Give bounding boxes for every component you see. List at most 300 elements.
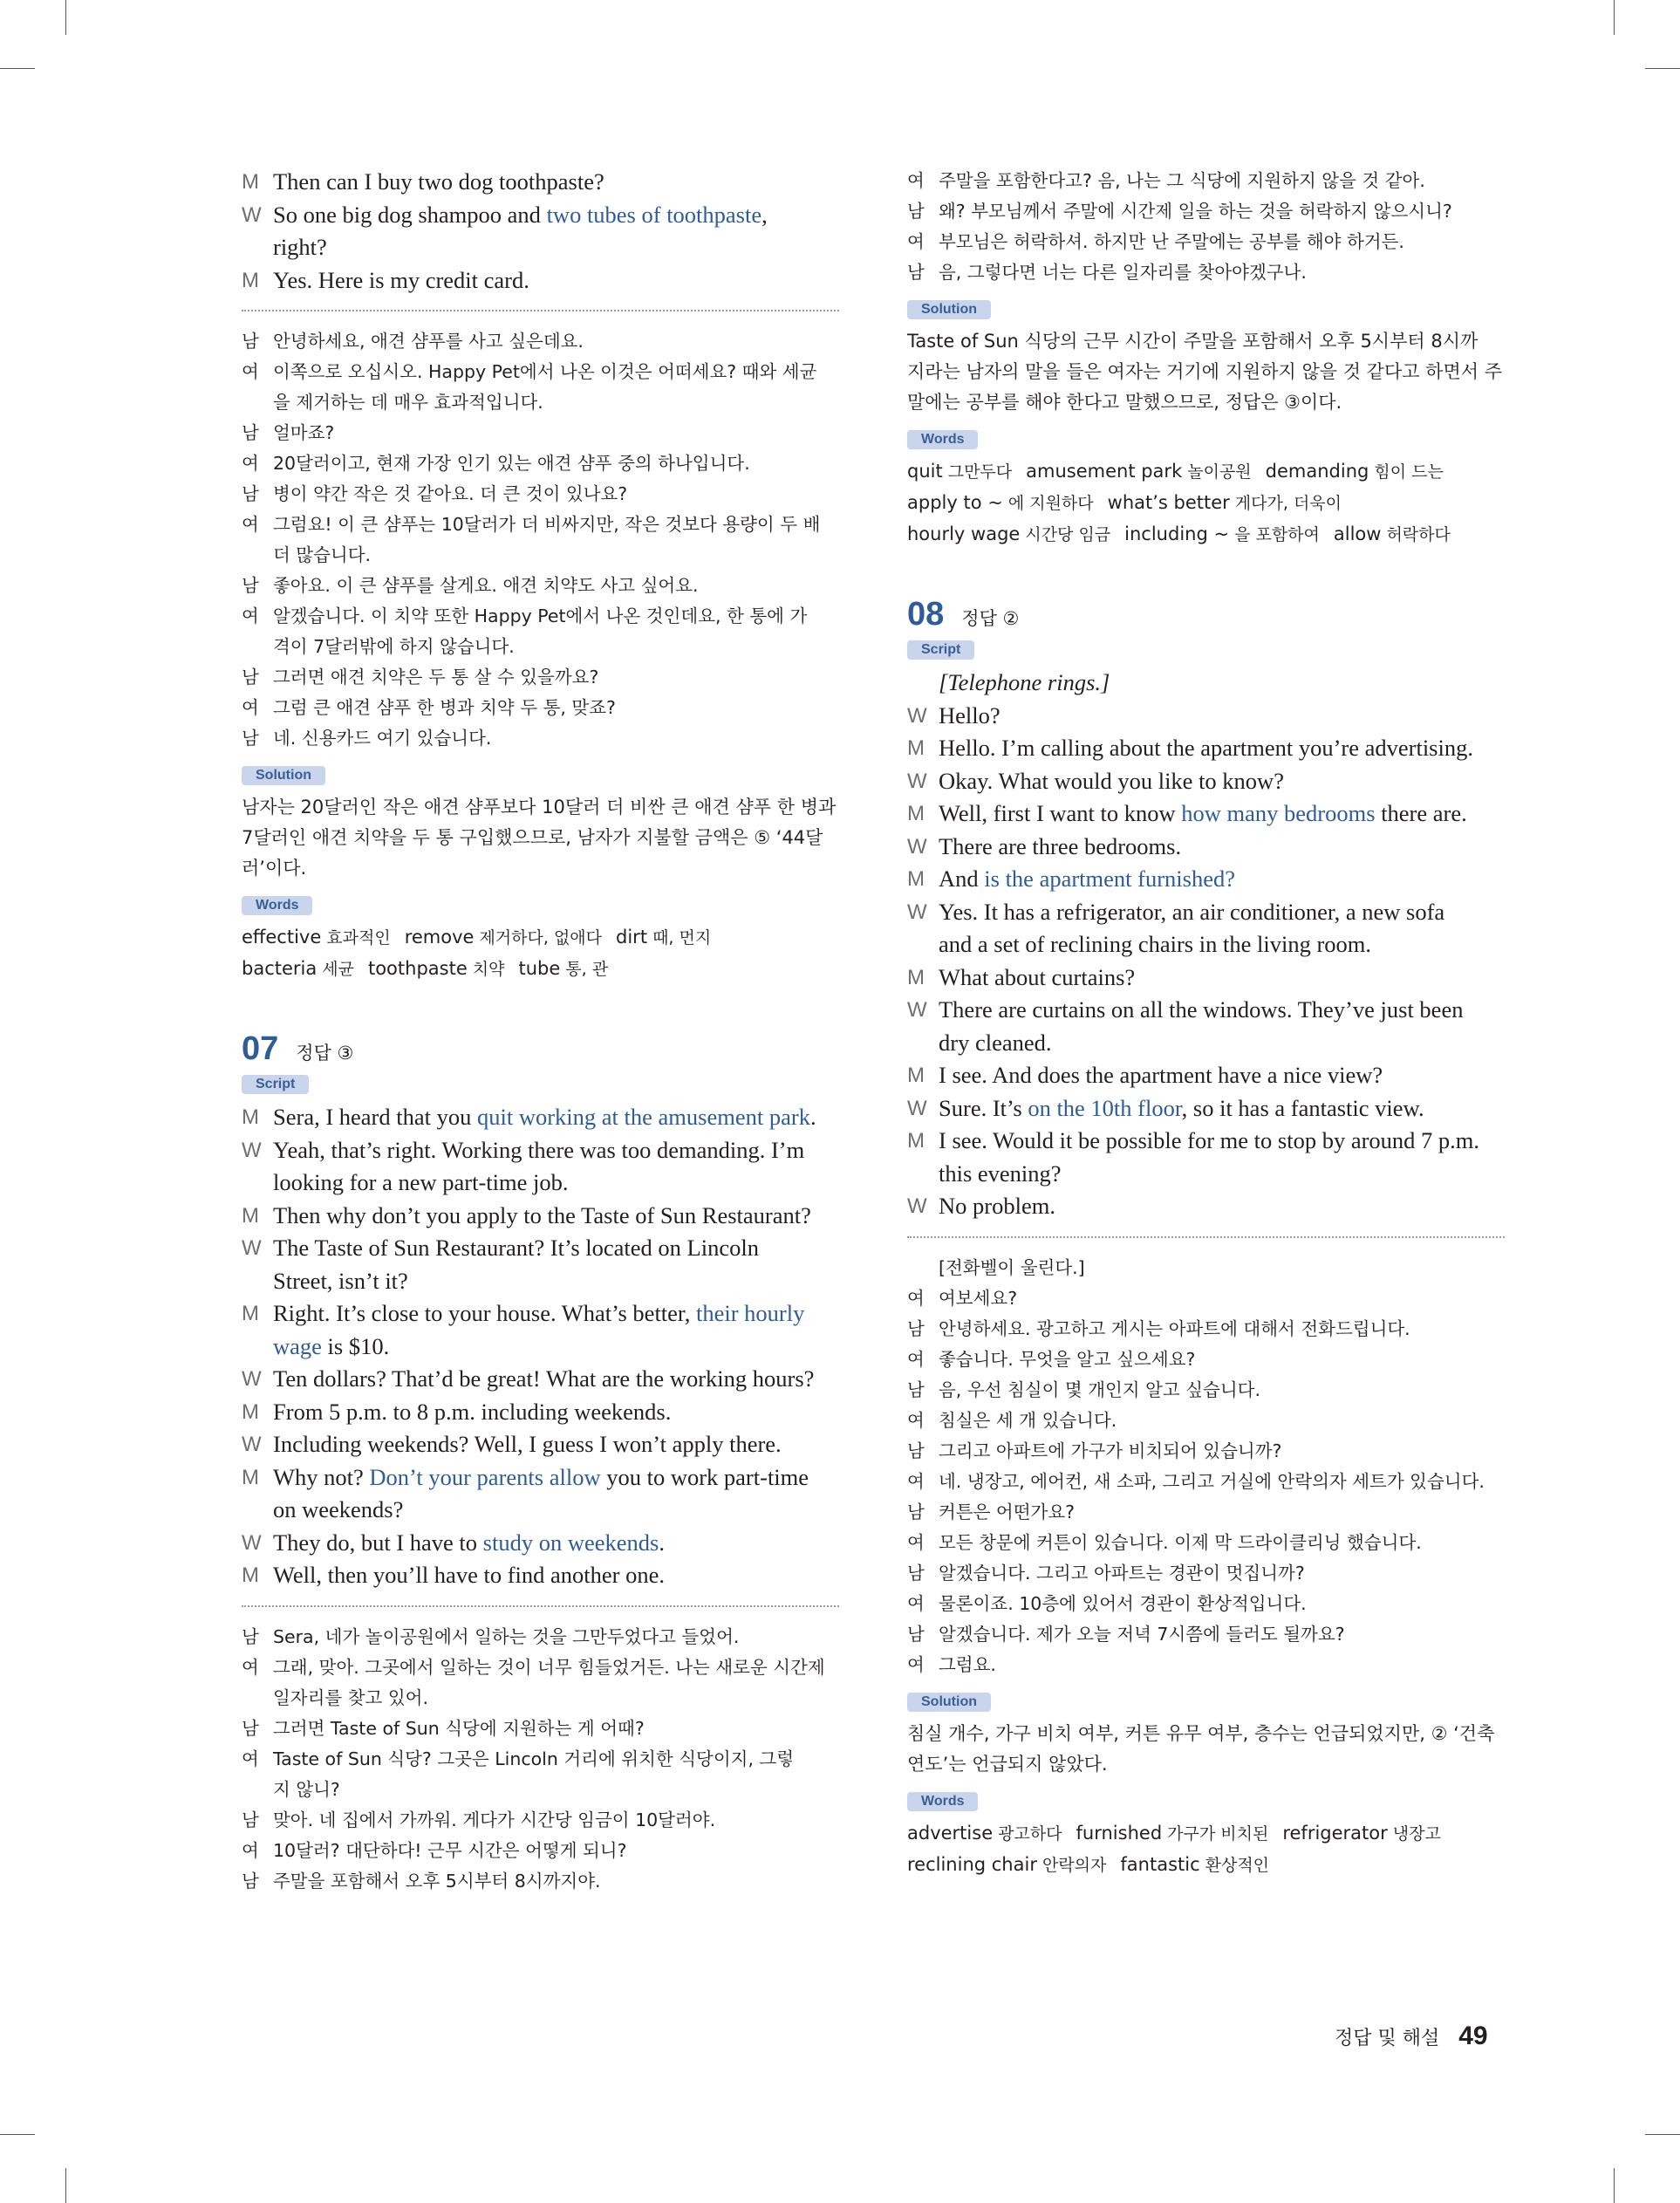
translation-line	[242, 1775, 839, 1805]
vocab-line	[907, 1818, 1505, 1850]
line-text: 좋아요. 이 큰 샴푸를 살게요. 애견 치약도 사고 싶어요.	[273, 575, 699, 596]
translation-line	[907, 1283, 1505, 1314]
line-text	[273, 1396, 839, 1429]
speaker-label: M	[242, 1563, 259, 1587]
line-text: 지 않니?	[273, 1778, 340, 1800]
dialogue-line	[242, 1101, 839, 1134]
vocab-korean: 시간당 임금	[1025, 525, 1111, 544]
dialogue-line	[907, 1092, 1505, 1125]
text-segment: No problem.	[939, 1193, 1055, 1219]
footer-title: 정답 및 해설	[1335, 2028, 1440, 2049]
key-phrase: Don’t your parents allow	[369, 1463, 601, 1490]
vocab-entry	[1076, 1823, 1269, 1844]
translation-line	[242, 540, 839, 571]
line-text: 주말을 포함한다고? 음, 나는 그 식당에 지원하지 않을 것 같아.	[939, 170, 1425, 191]
key-phrase: study on weekends	[482, 1529, 659, 1556]
line-text	[273, 1331, 839, 1364]
speaker-label: W	[907, 900, 927, 924]
script-badge: Script	[242, 1075, 309, 1094]
line-text: Taste of Sun 식당? 그곳은 Lincoln 거리에 위치한 식당이지, 그렇	[273, 1748, 795, 1769]
script-08	[907, 667, 1505, 1223]
speaker-label	[242, 632, 273, 662]
line-text: 알겠습니다. 제가 오늘 저녁 7시쯤에 들러도 될까요?	[939, 1623, 1345, 1645]
solution-badge: Solution	[907, 300, 991, 319]
text-segment: Well, first I want to know	[939, 800, 1182, 826]
line-text: 안녕하세요, 애견 샴푸를 사고 싶은데요.	[273, 331, 584, 352]
paragraph-line: 남자는 20달러인 작은 애견 샴푸보다 10달러 더 비싼 큰 애견 샴푸 한 병과	[242, 797, 837, 818]
translation-line	[242, 418, 839, 448]
answer-label: 정답 ③	[296, 1043, 354, 1064]
dialogue-line	[907, 1027, 1505, 1060]
vocab-english: tube	[518, 958, 561, 979]
translation-line	[907, 1558, 1505, 1589]
line-text: 모든 창문에 커튼이 있습니다. 이제 막 드라이클리닝 했습니다.	[939, 1531, 1422, 1553]
dialogue-line	[242, 264, 839, 298]
translation-07-continued	[907, 166, 1505, 288]
translation-line	[242, 1622, 839, 1652]
vocab-english: remove	[404, 927, 475, 948]
vocab-english: fantastic	[1120, 1853, 1200, 1875]
line-text: 안녕하세요. 광고하고 게시는 아파트에 대해서 전화드립니다.	[939, 1317, 1410, 1339]
text-segment: I see. Would it be possible for me to stop by around 7 p.m.	[939, 1127, 1480, 1153]
key-phrase: their hourly	[695, 1300, 805, 1326]
question-header-07	[242, 1030, 839, 1068]
solution-text	[242, 792, 839, 884]
text-segment: there are.	[1375, 800, 1467, 826]
line-text: 그러면 Taste of Sun 식당에 지원하는 게 어때?	[273, 1717, 645, 1739]
speaker-label: M	[907, 1129, 925, 1153]
speaker-label: 여	[242, 1839, 259, 1861]
dialogue-line	[907, 896, 1505, 929]
dialogue-line	[907, 863, 1505, 896]
vocab-english: apply to ~	[907, 492, 1003, 513]
dialogue-line	[907, 994, 1505, 1027]
speaker-label: 남	[907, 1379, 925, 1400]
page-footer	[1335, 2022, 1488, 2051]
speaker-label: M	[242, 1465, 259, 1489]
words-list-08	[907, 1818, 1505, 1881]
speaker-label: M	[242, 1399, 259, 1424]
vocab-english: toothpaste	[367, 958, 468, 979]
line-text	[939, 1158, 1505, 1191]
translation-line	[907, 1436, 1505, 1467]
vocab-english: bacteria	[242, 958, 318, 979]
speaker-label: M	[242, 170, 259, 194]
line-text	[939, 1125, 1505, 1158]
translation-line	[907, 196, 1505, 227]
line-text: Sera, 네가 놀이공원에서 일하는 것을 그만두었다고 들었어.	[273, 1625, 740, 1647]
speaker-label: 여	[242, 453, 259, 474]
speaker-label: M	[907, 867, 925, 891]
dialogue-line	[242, 1363, 839, 1396]
line-text	[939, 831, 1505, 864]
text-segment: Yes. It has a refrigerator, an air conditioner, a new sofa	[939, 898, 1445, 925]
text-segment: .	[659, 1529, 665, 1556]
line-text: 그럼요! 이 큰 샴푸는 10달러가 더 비싸지만, 작은 것보다 용량이 두 배	[273, 514, 821, 535]
line-text: 10달러? 대단하다! 근무 시간은 어떻게 되니?	[273, 1839, 627, 1861]
speaker-label: W	[242, 1138, 262, 1162]
line-text	[273, 231, 839, 264]
vocab-entry	[1334, 523, 1451, 544]
vocab-korean: 에 지원하다	[1007, 494, 1094, 513]
crop-mark	[1645, 2134, 1680, 2135]
translation-line	[242, 571, 839, 601]
vocab-english: furnished	[1076, 1822, 1163, 1844]
vocab-entry	[1108, 492, 1342, 513]
speaker-label: 여	[907, 1592, 925, 1614]
translation-line	[242, 1836, 839, 1866]
question-number: 08	[907, 596, 945, 633]
text-segment: Why not?	[273, 1463, 370, 1490]
words-badge: Words	[907, 1792, 978, 1811]
line-text	[939, 765, 1505, 798]
line-text	[939, 863, 1505, 896]
translation-line	[242, 1683, 839, 1714]
vocab-entry	[1282, 1823, 1440, 1844]
crop-mark	[1614, 2168, 1615, 2203]
line-text	[939, 896, 1505, 929]
translation-line	[242, 387, 839, 418]
text-segment: There are three bedrooms.	[939, 832, 1182, 859]
crop-mark	[65, 2168, 66, 2203]
paragraph-line: 지라는 남자의 말을 들은 여자는 거기에 지원하지 않을 것 같다고 하면서 주	[907, 361, 1503, 382]
vocab-korean: 통, 관	[565, 960, 609, 979]
line-text: 알겠습니다. 그리고 아파트는 경관이 멋집니까?	[939, 1562, 1305, 1584]
speaker-label	[907, 667, 939, 700]
vocab-english: what’s better	[1107, 492, 1230, 513]
dialogue-line	[907, 667, 1505, 700]
vocab-entry	[907, 461, 1012, 482]
speaker-label: 남	[907, 1623, 925, 1645]
line-text	[939, 1190, 1505, 1223]
crop-mark	[65, 0, 66, 35]
vocab-entry	[616, 927, 711, 948]
line-text	[273, 1559, 839, 1592]
dialogue-line	[242, 1331, 839, 1364]
translation-line	[907, 1589, 1505, 1619]
translation-line	[242, 1805, 839, 1836]
dialogue-line	[242, 231, 839, 264]
dialogue-line	[242, 1232, 839, 1265]
translation-line	[907, 1406, 1505, 1436]
vocab-entry	[907, 1823, 1062, 1844]
vocab-english: demanding	[1265, 461, 1369, 482]
speaker-label: 남	[907, 1501, 925, 1522]
paragraph-line: 러’이다.	[242, 858, 307, 879]
line-text: 일자리를 찾고 있어.	[273, 1686, 428, 1708]
speaker-label	[242, 1331, 273, 1364]
text-segment: Right. It’s close to your house. What’s better,	[273, 1300, 696, 1326]
vocab-english: dirt	[616, 927, 648, 948]
vocab-korean: 효과적인	[326, 928, 391, 948]
translation-continued	[242, 326, 839, 754]
divider	[242, 310, 839, 311]
line-text	[939, 700, 1505, 733]
line-text: 커튼은 어떤가요?	[939, 1501, 1076, 1522]
vocab-korean: 그만두다	[947, 462, 1013, 482]
answer-label: 정답 ②	[961, 608, 1020, 629]
speaker-label: 남	[242, 1717, 259, 1739]
text-segment: Street, isn’t it?	[273, 1267, 408, 1294]
words-list-07	[907, 456, 1505, 551]
vocab-entry	[242, 927, 391, 948]
speaker-label	[242, 1265, 273, 1298]
line-text: 여보세요?	[939, 1287, 1018, 1309]
vocab-line	[242, 922, 839, 954]
dialogue-line	[242, 1494, 839, 1527]
divider	[242, 1605, 839, 1607]
line-text: 물론이죠. 10층에 있어서 경관이 환상적입니다.	[939, 1592, 1307, 1614]
speaker-label: 남	[907, 201, 925, 222]
line-text	[273, 1166, 839, 1200]
vocab-line	[907, 488, 1505, 519]
question-header-08	[907, 596, 1505, 633]
speaker-label: 여	[242, 1656, 259, 1678]
line-text: 그럼요.	[939, 1653, 996, 1675]
speaker-label: W	[907, 769, 927, 793]
line-text: 그러면 애견 치약은 두 통 살 수 있을까요?	[273, 667, 599, 688]
line-text	[273, 1527, 839, 1560]
translation-line	[907, 1497, 1505, 1528]
speaker-label: 남	[242, 575, 259, 596]
vocab-korean: 안락의자	[1041, 1855, 1107, 1875]
speaker-label: 여	[907, 1470, 925, 1492]
line-text	[939, 667, 1505, 700]
vocab-korean: 광고하다	[998, 1823, 1062, 1844]
vocab-entry	[1124, 523, 1320, 544]
translation-line	[907, 1344, 1505, 1375]
translation-line	[242, 1744, 839, 1775]
vocab-line	[907, 456, 1505, 488]
speaker-label: W	[907, 703, 927, 728]
translation-line	[907, 1650, 1505, 1680]
speaker-label: 남	[242, 1809, 259, 1830]
text-segment: The Taste of Sun Restaurant? It’s located on Lincoln	[273, 1235, 759, 1261]
text-segment: this evening?	[939, 1160, 1062, 1187]
line-text: 그럼 큰 애견 샴푸 한 병과 치약 두 통, 맞죠?	[273, 697, 616, 718]
vocab-line	[242, 954, 839, 985]
text-segment: Yes. Here is my credit card.	[273, 266, 529, 293]
text-segment: Sure. It’s	[939, 1094, 1028, 1121]
speaker-label: 남	[907, 262, 925, 283]
line-text: 부모님은 허락하셔. 하지만 난 주말에는 공부를 해야 하거든.	[939, 231, 1404, 252]
translation-line	[242, 601, 839, 632]
line-text	[939, 1059, 1505, 1092]
right-column	[907, 166, 1505, 1881]
crop-mark	[1614, 0, 1615, 35]
speaker-label: W	[242, 202, 262, 227]
dialogue-line	[242, 1297, 839, 1331]
dialogue-line	[242, 1134, 839, 1167]
speaker-label: W	[907, 1096, 927, 1120]
vocab-english: advertise	[907, 1822, 994, 1844]
vocab-entry	[907, 1854, 1106, 1875]
speaker-label: M	[242, 1105, 259, 1129]
key-phrase: is the apartment furnished?	[984, 865, 1235, 892]
speaker-label: W	[907, 834, 927, 859]
translation-line	[907, 227, 1505, 257]
vocab-korean: 게다가, 더욱이	[1234, 494, 1342, 513]
crop-mark	[1645, 68, 1680, 69]
speaker-label: W	[242, 1433, 262, 1456]
vocab-korean: 을 포함하여	[1234, 525, 1320, 544]
speaker-label: M	[907, 1064, 925, 1087]
speaker-label	[907, 928, 939, 961]
translation-line	[907, 166, 1505, 196]
dialogue-line	[242, 166, 839, 199]
speaker-label: M	[242, 1302, 259, 1325]
line-text: 음, 우선 침실이 몇 개인지 알고 싶습니다.	[939, 1379, 1260, 1400]
speaker-label: 여	[907, 1409, 925, 1431]
script-07	[242, 1101, 839, 1592]
text-segment: dry cleaned.	[939, 1029, 1052, 1056]
line-text	[273, 1428, 839, 1461]
line-text: [전화벨이 울린다.]	[939, 1256, 1085, 1278]
speaker-label: W	[242, 1367, 262, 1391]
text-segment: Hello. I’m calling about the apartment you’re advertising.	[939, 735, 1473, 761]
speaker-label: M	[242, 1203, 259, 1228]
vocab-korean: 제거하다, 없애다	[479, 928, 603, 948]
speaker-label	[242, 540, 273, 571]
key-phrase: how many bedrooms	[1181, 800, 1376, 826]
vocab-korean: 세균	[322, 960, 354, 979]
paragraph-line: 말에는 공부를 해야 한다고 말했으므로, 정답은 ③이다.	[907, 392, 1342, 413]
line-text: 을 제거하는 데 매우 효과적입니다.	[273, 392, 543, 413]
dialogue-line	[907, 1158, 1505, 1191]
speaker-label: 여	[242, 514, 259, 535]
dialogue-line	[242, 1200, 839, 1233]
translation-line	[242, 1714, 839, 1744]
translation-line	[242, 632, 839, 662]
speaker-label: 남	[242, 728, 259, 749]
vocab-entry	[907, 492, 1094, 513]
line-text	[273, 1101, 839, 1134]
speaker-label: W	[242, 1530, 262, 1555]
line-text: 그리고 아파트에 가구가 비치되어 있습니까?	[939, 1440, 1282, 1461]
vocab-entry	[518, 958, 608, 979]
vocab-korean: 냉장고	[1392, 1823, 1441, 1844]
text-segment: you to work part-time	[600, 1463, 809, 1490]
paragraph-line: 침실 개수, 가구 비치 여부, 커튼 유무 여부, 층수는 언급되었지만, ② ‘건축	[907, 1722, 1495, 1744]
vocab-korean: 놀이공원	[1187, 462, 1252, 482]
dialogue-line	[242, 1396, 839, 1429]
text-segment: .	[809, 1104, 816, 1130]
translation-07	[242, 1622, 839, 1897]
line-text: 이쪽으로 오십시오. Happy Pet에서 나온 이것은 어떠세요? 때와 세균	[273, 361, 817, 382]
text-segment: Including weekends? Well, I guess I won’t apply there.	[273, 1431, 782, 1457]
dialogue-line	[242, 1559, 839, 1592]
vocab-korean: 치약	[472, 960, 505, 979]
line-text	[939, 797, 1505, 831]
dialogue-line	[907, 1125, 1505, 1158]
translation-line	[242, 479, 839, 510]
vocab-line	[907, 519, 1505, 551]
translation-line	[907, 1528, 1505, 1558]
translation-08	[907, 1253, 1505, 1680]
solution-badge: Solution	[907, 1693, 991, 1712]
vocab-english: refrigerator	[1282, 1822, 1388, 1844]
vocab-english: effective	[242, 927, 322, 948]
speaker-label: 남	[907, 1562, 925, 1584]
speaker-label	[242, 1683, 273, 1714]
vocab-english: reclining chair	[907, 1853, 1037, 1875]
key-phrase: wage	[273, 1332, 322, 1359]
line-text: 맞아. 네 집에서 가까워. 게다가 시간당 임금이 10달러야.	[273, 1809, 716, 1830]
speaker-label: M	[242, 268, 259, 292]
speaker-label: 여	[907, 1287, 925, 1309]
speaker-label	[907, 1253, 939, 1283]
paragraph-line: 연도’는 언급되지 않았다.	[907, 1753, 1108, 1775]
dialogue-line	[907, 732, 1505, 765]
speaker-label	[242, 1494, 273, 1527]
text-segment: [Telephone rings.]	[939, 669, 1110, 695]
text-segment: right?	[273, 234, 327, 260]
translation-line	[242, 510, 839, 540]
text-segment: on weekends?	[273, 1496, 404, 1522]
dialogue-line	[907, 765, 1505, 798]
page-number: 49	[1458, 2022, 1488, 2050]
dialogue-line	[242, 1265, 839, 1298]
speaker-label: 여	[907, 170, 925, 191]
question-number: 07	[242, 1030, 279, 1067]
text-segment: Yeah, that’s right. Working there was too demanding. I’m	[273, 1136, 805, 1163]
vocab-korean: 가구가 비치된	[1167, 1823, 1269, 1844]
vocab-entry	[1026, 461, 1252, 482]
line-text	[939, 928, 1505, 961]
speaker-label	[242, 387, 273, 418]
text-segment: And	[939, 865, 985, 892]
line-text	[273, 264, 839, 298]
line-text: 병이 약간 작은 것 같아요. 더 큰 것이 있나요?	[273, 483, 628, 504]
translation-line	[242, 1866, 839, 1897]
line-text: 주말을 포함해서 오후 5시부터 8시까지야.	[273, 1870, 601, 1892]
line-text: 왜? 부모님께서 주말에 시간제 일을 하는 것을 허락하지 않으시니?	[939, 201, 1452, 222]
dialogue-line	[907, 928, 1505, 961]
speaker-label: W	[907, 1194, 927, 1218]
speaker-label: 남	[242, 422, 259, 443]
script-continued	[242, 166, 839, 297]
text-segment: Then can I buy two dog toothpaste?	[273, 168, 604, 195]
paragraph-line: Taste of Sun 식당의 근무 시간이 주말을 포함해서 오후 5시부터 8시까	[907, 331, 1479, 352]
text-segment: Then why don’t you apply to the Taste of Sun Restaurant?	[273, 1201, 811, 1228]
crop-mark	[0, 2134, 35, 2135]
speaker-label: 여	[907, 1348, 925, 1370]
translation-line	[907, 1375, 1505, 1406]
line-text	[939, 994, 1505, 1027]
translation-line	[242, 357, 839, 387]
dialogue-line	[907, 831, 1505, 864]
text-segment: From 5 p.m. to 8 p.m. including weekends.	[273, 1398, 672, 1425]
text-segment: looking for a new part-time job.	[273, 1169, 569, 1195]
vocab-korean: 때, 먼지	[652, 928, 712, 948]
vocab-entry	[405, 927, 602, 948]
speaker-label	[242, 1775, 273, 1805]
translation-line	[242, 693, 839, 723]
text-segment: is $10.	[321, 1332, 390, 1359]
dialogue-line	[242, 199, 839, 232]
dialogue-line	[242, 1527, 839, 1560]
line-text: 20달러이고, 현재 가장 인기 있는 애견 샴푸 중의 하나입니다.	[273, 453, 750, 474]
line-text	[273, 1494, 839, 1527]
text-segment: , so it has a fantastic view.	[1181, 1094, 1424, 1121]
translation-line	[907, 1619, 1505, 1650]
key-phrase: quit working at the amusement park	[477, 1104, 810, 1130]
speaker-label: M	[907, 802, 925, 825]
speaker-label	[907, 1027, 939, 1060]
line-text: 알겠습니다. 이 치약 또한 Happy Pet에서 나온 것인데요, 한 통에 가	[273, 605, 808, 626]
line-text: 침실은 세 개 있습니다.	[939, 1409, 1117, 1431]
line-text	[273, 1297, 839, 1331]
